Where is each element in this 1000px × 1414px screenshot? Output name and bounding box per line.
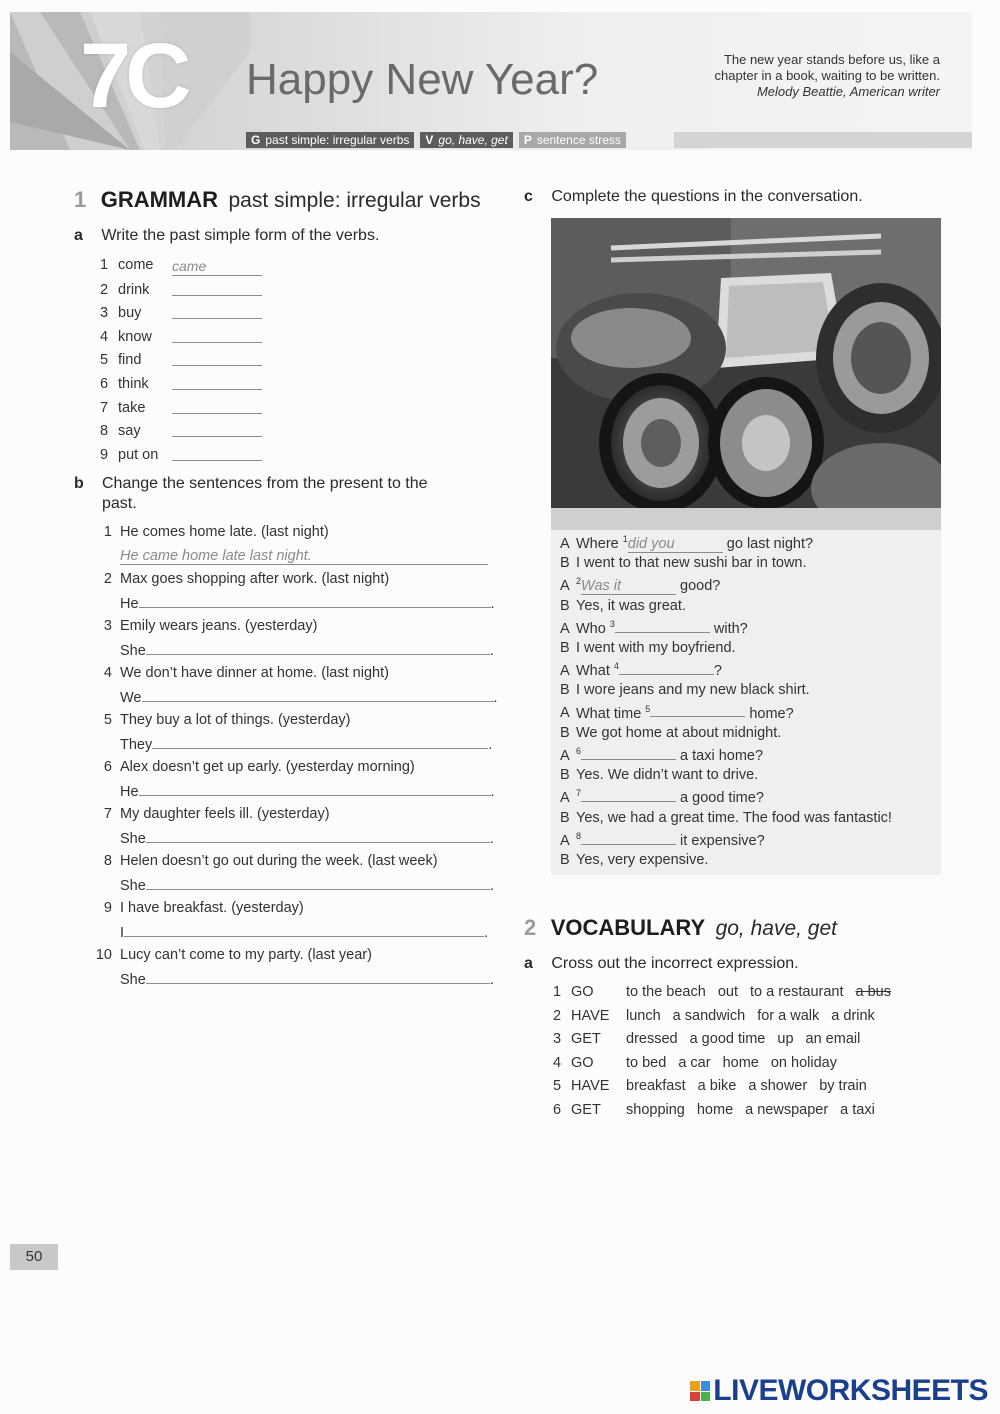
item-number: 2	[103, 571, 112, 587]
dialog-gap-input[interactable]	[581, 832, 676, 845]
sentence-answer-input[interactable]	[146, 642, 490, 655]
speaker-b-line	[560, 555, 807, 571]
expression-option[interactable]: dressed	[626, 1031, 678, 1048]
dialog-text: good?	[676, 578, 721, 595]
gap-number: 3	[609, 618, 615, 629]
tag-strip-fill	[674, 132, 972, 148]
sentence-answer-input[interactable]	[146, 971, 490, 984]
item-number: 3	[100, 305, 109, 322]
item-number: 5	[100, 352, 109, 369]
speaker-label: A	[560, 578, 570, 595]
sentence-prompt	[94, 900, 304, 916]
dialog-text: Where	[576, 535, 623, 552]
gap-number: 1	[622, 534, 628, 544]
exercise-1c-instruction: c Complete the questions in the conversation.	[524, 188, 863, 205]
item-number: 7	[100, 399, 109, 416]
verb-item	[100, 422, 262, 439]
sentence-text: Lucy can’t come to my party. (last year)	[120, 947, 372, 963]
expression-option[interactable]: to bed	[626, 1054, 667, 1071]
sentence-answer-row	[120, 924, 488, 941]
verb-answer-input[interactable]	[172, 375, 262, 390]
dialog-gap-input[interactable]	[619, 662, 714, 675]
verb-item	[100, 328, 262, 345]
dialog-gap-input[interactable]	[581, 578, 676, 595]
speaker-label: B	[560, 767, 570, 784]
vocab-row	[553, 1102, 887, 1118]
item-number: 10	[95, 947, 112, 963]
speaker-b-line	[560, 640, 736, 656]
vocab-verb: HAVE	[571, 1007, 610, 1024]
dialog-text: it expensive?	[676, 832, 765, 849]
focus-tags	[246, 132, 626, 148]
item-number: 6	[103, 759, 112, 775]
quote-line-2: chapter in a book, waiting to be written.	[714, 68, 940, 83]
speaker-b-line	[560, 767, 758, 783]
dialog-text: I went to that new sushi bar in town.	[576, 555, 807, 572]
sentence-answer-row	[120, 689, 498, 706]
expression-option[interactable]: lunch	[626, 1007, 661, 1024]
dialog-gap-input[interactable]	[628, 536, 723, 553]
gap-number: 7	[576, 788, 582, 799]
page-title: Happy New Year?	[246, 55, 599, 104]
logo-mark-icon	[690, 1381, 710, 1401]
sentence-answer-row	[120, 971, 494, 988]
full-stop: .	[489, 643, 494, 659]
item-number: 4	[100, 328, 109, 345]
dialog-text: What time	[576, 705, 646, 722]
grammar-heading: 1 GRAMMAR past simple: irregular verbs	[74, 187, 481, 212]
speaker-label: B	[560, 852, 570, 868]
expression-option[interactable]: a good time	[689, 1031, 766, 1048]
expression-option[interactable]: a sandwich	[672, 1007, 746, 1024]
speaker-label: A	[560, 832, 570, 849]
item-number: 2	[553, 1007, 562, 1024]
sentence-starter: We	[120, 690, 142, 706]
sentence-text: Helen doesn’t go out during the week. (last week)	[120, 853, 438, 869]
expression-option[interactable]: a taxi	[840, 1102, 875, 1118]
sentence-prompt	[94, 524, 329, 540]
speaker-a-line	[560, 704, 794, 722]
vocabulary-heading: 2 VOCABULARY go, have, get	[524, 915, 838, 940]
dialog-gap-input[interactable]	[615, 620, 710, 633]
sentence-answer-row	[120, 783, 495, 800]
gap-number: 6	[576, 746, 582, 756]
sentence-text: I have breakfast. (yesterday)	[120, 900, 304, 916]
item-number: 6	[553, 1102, 562, 1118]
full-stop: .	[490, 784, 495, 800]
vocab-row	[553, 984, 903, 1000]
expression-option[interactable]: by train	[819, 1078, 867, 1095]
speaker-a-line	[560, 788, 764, 806]
item-number: 8	[103, 853, 112, 869]
expression-option[interactable]: a bike	[697, 1078, 737, 1095]
verb-base: take	[118, 399, 146, 416]
vocab-row	[553, 1008, 887, 1024]
dialog-text: We got home at about midnight.	[576, 724, 782, 741]
verb-answer-input[interactable]	[172, 351, 262, 366]
item-number: 9	[103, 900, 112, 916]
speaker-b-line	[560, 852, 708, 868]
expression-option[interactable]: an email	[805, 1031, 861, 1048]
vocab-verb: GO	[571, 1054, 594, 1071]
speaker-label: A	[560, 705, 570, 722]
dialog-text: Yes, we had a great time. The food was fantastic!	[576, 809, 892, 826]
dialog-text: I wore jeans and my new black shirt.	[576, 682, 810, 699]
verb-item	[100, 257, 262, 276]
speaker-a-line	[560, 661, 722, 679]
example-answer: came	[172, 258, 207, 274]
liveworksheets-logo: LIVEWORKSHEETS	[690, 1374, 988, 1408]
grammar-tag: G past simple: irregular verbs	[246, 132, 414, 148]
expression-option[interactable]: a shower	[748, 1078, 808, 1095]
speaker-b-line	[560, 810, 892, 826]
quote-author: Melody Beattie, American writer	[756, 84, 940, 99]
item-number: 1	[100, 257, 109, 273]
page-number: 50	[10, 1244, 58, 1270]
expression-option[interactable]: breakfast	[626, 1078, 686, 1095]
expression-option[interactable]: home	[722, 1054, 759, 1071]
sentence-starter: She	[120, 878, 146, 894]
verb-answer-input[interactable]	[172, 304, 262, 319]
example-answer: did you	[627, 535, 675, 552]
pronunciation-tag: P sentence stress	[519, 132, 626, 148]
speaker-label: B	[560, 724, 570, 741]
item-number: 5	[553, 1078, 562, 1095]
speaker-a-line	[560, 534, 813, 553]
item-number: 3	[553, 1031, 562, 1048]
vocab-row	[553, 1078, 879, 1094]
speaker-label: A	[560, 620, 570, 637]
sentence-answer-row	[120, 548, 488, 565]
verb-answer-input[interactable]	[172, 281, 262, 296]
verb-answer-input[interactable]	[172, 399, 262, 414]
vocabulary-tag: V go, have, get	[420, 132, 512, 148]
speaker-label: B	[560, 809, 570, 826]
sentence-answer-input[interactable]	[139, 783, 491, 796]
dialog-text: Yes. We didn’t want to drive.	[576, 767, 759, 784]
full-stop: .	[493, 690, 498, 706]
item-number: 6	[100, 376, 109, 392]
dialog-text: a good time?	[676, 790, 764, 807]
verb-base: put on	[118, 446, 159, 463]
vocab-row	[553, 1031, 872, 1047]
sentence-prompt	[94, 571, 389, 587]
sentence-text: My daughter feels ill. (yesterday)	[120, 806, 330, 822]
expression-option[interactable]: shopping	[626, 1102, 685, 1118]
item-number: 4	[103, 665, 112, 681]
sentence-prompt	[94, 853, 438, 869]
full-stop: .	[484, 925, 489, 941]
sentence-answer-row	[120, 595, 495, 612]
sentence-text: Max goes shopping after work. (last night)	[120, 571, 390, 587]
speaker-label: B	[560, 555, 570, 572]
expression-option[interactable]: to a restaurant	[750, 984, 844, 1000]
speaker-label: A	[560, 747, 570, 764]
sentence-prompt	[94, 712, 351, 728]
dialog-text: Who	[576, 620, 610, 637]
item-number: 1	[103, 524, 112, 540]
speaker-a-line	[560, 831, 765, 849]
expression-option[interactable]: a bus	[855, 984, 891, 1000]
full-stop: .	[489, 972, 494, 988]
expression-option[interactable]: a car	[678, 1054, 711, 1071]
example-answer: He came home late last night.	[120, 548, 488, 565]
unit-code: 7C	[80, 25, 186, 127]
item-number: 5	[103, 712, 112, 728]
vocab-verb: GET	[571, 1031, 601, 1048]
sentence-answer-row	[120, 642, 494, 659]
speaker-label: B	[560, 682, 570, 699]
item-number: 1	[553, 984, 562, 1000]
dialog-text: home?	[745, 705, 794, 722]
verb-answer-input[interactable]	[172, 422, 262, 437]
full-stop: .	[488, 737, 493, 753]
sentence-starter: She	[120, 643, 146, 659]
expression-option[interactable]: a drink	[831, 1007, 875, 1024]
verb-base: come	[118, 257, 154, 273]
sentence-prompt	[94, 806, 330, 822]
verb-base: know	[118, 328, 152, 345]
verb-item	[100, 281, 262, 298]
exercise-2a-instruction: a Cross out the incorrect expression.	[524, 955, 799, 972]
speaker-b-line	[560, 598, 686, 614]
speaker-b-line	[560, 725, 781, 741]
sentence-starter: I	[120, 925, 125, 941]
sentence-starter: She	[120, 972, 146, 988]
sentence-answer-row	[120, 877, 494, 894]
verb-base: buy	[118, 305, 142, 322]
sentence-starter: He	[120, 784, 139, 800]
dialog-gap-input[interactable]	[581, 789, 676, 802]
sentence-answer-input[interactable]	[124, 924, 484, 937]
dialog-text: Yes, it was great.	[576, 597, 686, 614]
expression-option[interactable]: for a walk	[757, 1007, 820, 1024]
expression-option[interactable]: out	[717, 984, 738, 1000]
sentence-answer-input[interactable]	[142, 689, 494, 702]
item-number: 9	[100, 446, 109, 463]
sentence-prompt	[94, 618, 317, 634]
full-stop: .	[490, 596, 495, 612]
vocab-verb: HAVE	[571, 1078, 610, 1095]
speaker-a-line	[560, 576, 720, 595]
sentence-answer-input[interactable]	[146, 830, 490, 843]
verb-base: think	[118, 376, 149, 392]
sentence-prompt	[94, 759, 415, 775]
speaker-a-line	[560, 746, 763, 764]
verb-item	[100, 351, 262, 368]
sushi-photo	[551, 218, 941, 530]
dialog-text: Yes, very expensive.	[576, 852, 709, 868]
item-number: 8	[100, 423, 109, 440]
dialog-text: What	[576, 663, 614, 680]
sentence-starter: They	[120, 737, 153, 753]
sentence-text: We don’t have dinner at home. (last night)	[120, 665, 389, 681]
full-stop: .	[489, 831, 494, 847]
sentence-text: They buy a lot of things. (yesterday)	[120, 712, 351, 728]
dialog-text: a taxi home?	[676, 747, 764, 764]
expression-option[interactable]: up	[777, 1031, 794, 1048]
verb-base: drink	[118, 281, 150, 298]
quote-line-1: The new year stands before us, like a	[723, 52, 940, 67]
expression-option[interactable]: on holiday	[770, 1054, 837, 1071]
gap-number: 4	[613, 661, 619, 672]
gap-number: 5	[645, 703, 651, 714]
sentence-prompt	[94, 947, 372, 963]
expression-option[interactable]: to the beach	[626, 984, 706, 1000]
dialog-text: go last night?	[722, 535, 814, 552]
quote	[660, 52, 940, 100]
verb-item	[100, 304, 262, 321]
sentence-starter: She	[120, 831, 146, 847]
speaker-label: A	[560, 663, 570, 680]
item-number: 2	[100, 281, 109, 298]
verb-base: say	[118, 423, 141, 440]
item-number: 4	[553, 1054, 562, 1071]
vocab-verb: GO	[571, 984, 594, 1000]
speaker-label: B	[560, 597, 570, 614]
verb-item	[100, 375, 262, 392]
vocab-verb: GET	[571, 1102, 601, 1118]
gap-number: 8	[576, 830, 582, 841]
sentence-text: Emily wears jeans. (yesterday)	[120, 618, 318, 634]
dialog-gap-input[interactable]	[650, 704, 745, 717]
dialog-gap-input[interactable]	[581, 747, 676, 760]
example-answer: Was it	[581, 578, 622, 595]
verb-item	[100, 399, 262, 416]
sentence-text: He comes home late. (last night)	[120, 524, 329, 540]
sentence-answer-input[interactable]	[139, 595, 491, 608]
verb-answer-input[interactable]	[172, 258, 262, 276]
exercise-1a-instruction: a Write the past simple form of the verbs.	[74, 227, 380, 244]
dialog-text: with?	[709, 620, 748, 637]
item-number: 3	[103, 618, 112, 634]
expression-option[interactable]: a newspaper	[745, 1102, 829, 1118]
speaker-a-line	[560, 619, 748, 637]
exercise-1b-instruction: b Change the sentences from the present to the past.	[74, 475, 428, 512]
sentence-answer-row	[120, 736, 492, 753]
vocab-row	[553, 1055, 849, 1071]
verb-answer-input[interactable]	[172, 328, 262, 343]
verb-item	[100, 446, 262, 463]
sentence-starter: He	[120, 596, 139, 612]
dialog-text: ?	[713, 663, 722, 680]
verb-answer-input[interactable]	[172, 446, 262, 461]
speaker-b-line	[560, 682, 810, 698]
sentence-prompt	[94, 665, 389, 681]
full-stop: .	[489, 878, 494, 894]
dialog-text: I went with my boyfriend.	[576, 640, 736, 656]
sentence-answer-row	[120, 830, 494, 847]
speaker-label: A	[560, 790, 570, 807]
verb-base: find	[118, 352, 142, 369]
gap-number: 2	[576, 576, 582, 587]
item-number: 7	[103, 806, 112, 822]
sentence-text: Alex doesn’t get up early. (yesterday morning)	[120, 759, 415, 775]
speaker-label: B	[560, 640, 570, 656]
sentence-answer-input[interactable]	[152, 736, 488, 749]
expression-option[interactable]: home	[696, 1102, 734, 1118]
sentence-answer-input[interactable]	[146, 877, 490, 890]
speaker-label: A	[560, 535, 570, 552]
